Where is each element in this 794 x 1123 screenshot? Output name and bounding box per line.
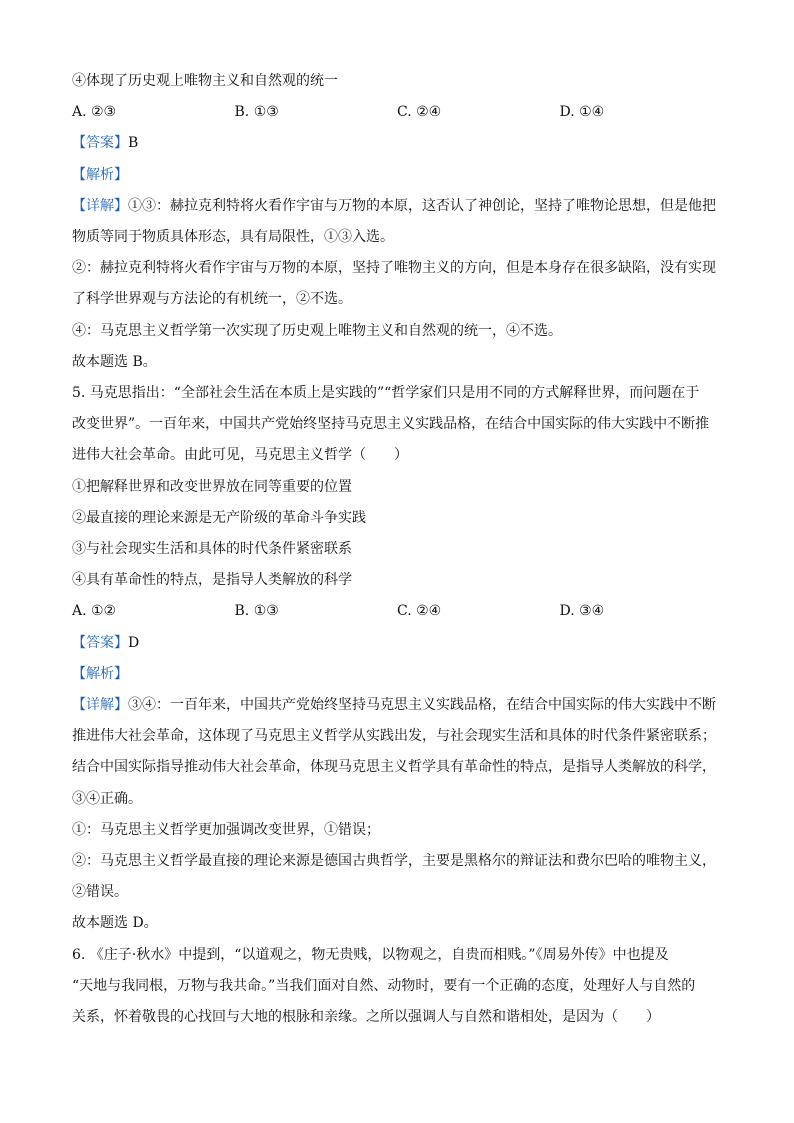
- q4-option-d: D. ①④: [559, 104, 605, 121]
- q6-stem-line-2: “天地与我同根，万物与我共命。”当我们面对自然、动物时，要有一个正确的态度，处理好人与自然的: [72, 977, 696, 994]
- q4-conclusion: 故本题选 B。: [72, 353, 157, 370]
- q4-note-4: ④：马克思主义哲学第一次实现了历史观上唯物主义和自然观的统一，④不选。: [72, 322, 562, 339]
- q4-option-a: A. ②③: [72, 104, 117, 121]
- q4-option-c: C. ②④: [397, 104, 442, 121]
- q5-answer: [72, 628, 722, 659]
- q5-conclusion: 故本题选 D。: [72, 915, 158, 932]
- q4-detail-line-2: 物质等同于物质具体形态，具有局限性，①③入选。: [72, 229, 394, 246]
- q5-note-1: ①：马克思主义哲学更加强调改变世界，①错误；: [72, 821, 380, 838]
- q5-stem-line-1: 5. 马克思指出：“全部社会生活在本质上是实践的”“哲学家们只是用不同的方式解释世界，而问题在于: [72, 385, 700, 402]
- q5-analysis-label: 【解析】: [72, 665, 128, 682]
- detail-label: 【详解】: [72, 197, 128, 214]
- q5-note-2-line-2: ②错误。: [72, 884, 128, 901]
- q5-statement-2: ②最直接的理论来源是无产阶级的革命斗争实践: [72, 509, 366, 526]
- q5-statement-3: ③与社会现实生活和具体的时代条件紧密联系: [72, 541, 352, 558]
- q6-stem-line-1: 6. 《庄子·秋水》中提到，“以道观之，物无贵贱，以物观之，自贵而相贱。”《周易外传》中也提及: [72, 946, 669, 963]
- q5-detail-line-1: 【详解】③④：一百年来，中国共产党始终坚持马克思主义实践品格，在结合中国实际的伟大实践中不断: [72, 697, 716, 714]
- q5-option-b: B. ①③: [234, 603, 279, 620]
- q5-stem-line-3: 进伟大社会革命。由此可见，马克思主义哲学（ ）: [72, 447, 408, 464]
- q4-analysis-label: 【解析】: [72, 166, 128, 183]
- answer-label: 【答案】: [72, 135, 128, 152]
- q4-note-2-line-2: 了科学世界观与方法论的有机统一，②不选。: [72, 291, 352, 308]
- q4-options: [72, 97, 722, 128]
- q5-options: [72, 596, 722, 627]
- answer-value: D: [128, 634, 140, 651]
- q5-note-2-line-1: ②：马克思主义哲学最直接的理论来源是德国古典哲学，主要是黑格尔的辩证法和费尔巴哈的唯物主义，: [72, 853, 716, 870]
- q5-option-a: A. ①②: [72, 603, 117, 620]
- answer-value: B: [128, 135, 139, 152]
- q4-detail-line-1: 【详解】①③：赫拉克利特将火看作宇宙与万物的本原，这否认了神创论，坚持了唯物论思想，但是他把: [72, 197, 716, 214]
- q5-detail-line-4: ③④正确。: [72, 790, 142, 807]
- q5-statement-4: ④具有革命性的特点，是指导人类解放的科学: [72, 572, 352, 589]
- q5-statement-1: ①把解释世界和改变世界放在同等重要的位置: [72, 478, 352, 495]
- answer-label: 【答案】: [72, 634, 128, 651]
- q6-stem-line-3: 关系，怀着敬畏的心找回与大地的根脉和亲缘。之所以强调人与自然和谐相处，是因为（ ）: [72, 1009, 660, 1026]
- q5-detail-line-3: 结合中国实际指导推动伟大社会革命，体现马克思主义哲学具有革命性的特点，是指导人类解放的科学，: [72, 759, 716, 776]
- q4-statement-4: ④体现了历史观上唯物主义和自然观的统一: [72, 73, 338, 89]
- q4-note-2-line-1: ②：赫拉克利特将火看作宇宙与万物的本原，坚持了唯物主义的方向，但是本身存在很多缺陷，没有实现: [72, 260, 716, 277]
- q5-option-c: C. ②④: [397, 603, 442, 620]
- q4-option-b: B. ①③: [234, 104, 279, 121]
- q4-answer: [72, 128, 722, 159]
- q5-detail-line-2: 推进伟大社会革命，这体现了马克思主义哲学从实践出发，与社会现实生活和具体的时代条件紧密联系；: [72, 728, 716, 745]
- q5-option-d: D. ③④: [559, 603, 605, 620]
- document-content: [72, 66, 722, 1033]
- detail-label: 【详解】: [72, 697, 128, 714]
- q5-stem-line-2: 改变世界”。一百年来，中国共产党始终坚持马克思主义实践品格，在结合中国实际的伟大实践中不断推: [72, 416, 710, 433]
